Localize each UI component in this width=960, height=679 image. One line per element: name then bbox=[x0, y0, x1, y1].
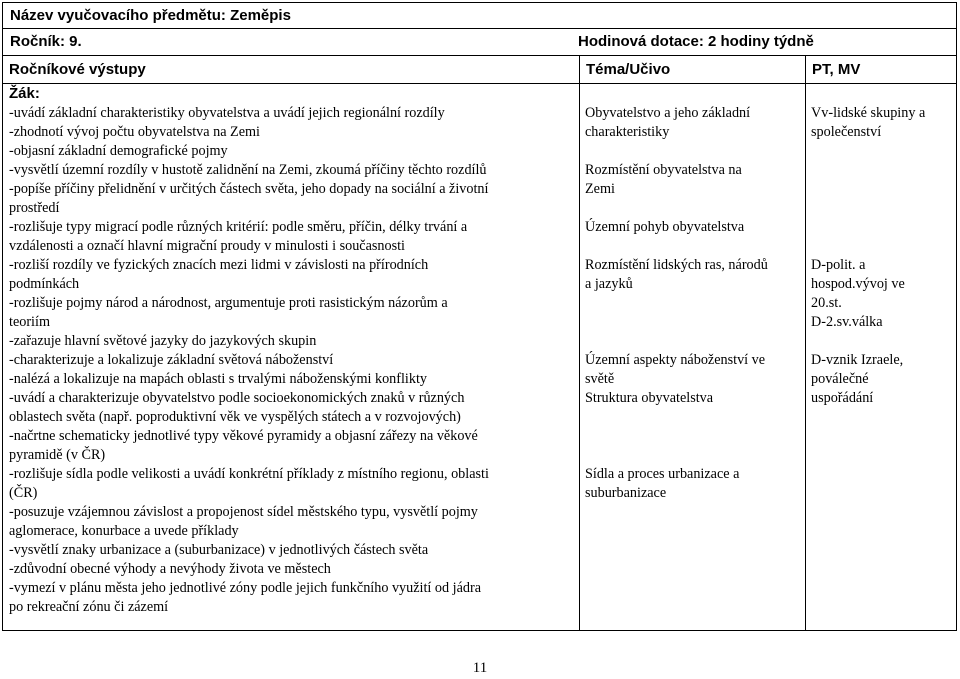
output-line: teoriím bbox=[9, 314, 50, 330]
topic-line bbox=[585, 332, 800, 351]
output-line: prostředí bbox=[9, 200, 60, 216]
topic-line: suburbanizace bbox=[585, 485, 667, 501]
pt-line bbox=[811, 332, 951, 351]
output-line: -zhodnotí vývoj počtu obyvatelstva na Zemi bbox=[9, 124, 260, 140]
output-line: -vysvětlí znaky urbanizace a (suburbanizace) v jednotlivých částech světa bbox=[9, 542, 429, 558]
output-line: -rozlišuje pojmy národ a národnost, argumentuje proti rasistickým názorům a bbox=[9, 295, 448, 311]
output-line: -popíše příčiny přelidnění v určitých částech světa, jeho dopady na sociální a životní bbox=[9, 181, 489, 197]
output-line: -načrtne schematicky jednotlivé typy věkové pyramidy a objasní zářezy na věkové bbox=[9, 428, 478, 444]
output-line: -charakterizuje a lokalizuje základní světová náboženství bbox=[9, 352, 334, 368]
output-line: -zařazuje hlavní světové jazyky do jazykových skupin bbox=[9, 333, 317, 349]
topic-line bbox=[585, 408, 800, 427]
pt-column bbox=[806, 84, 956, 630]
header-topic: Téma/Učivo bbox=[580, 56, 806, 83]
content-row bbox=[3, 84, 956, 630]
pt-list bbox=[811, 104, 951, 408]
pt-line bbox=[811, 199, 951, 218]
topic-line: Územní pohyb obyvatelstva bbox=[585, 219, 745, 235]
topic-line bbox=[585, 199, 800, 218]
pt-line bbox=[811, 218, 951, 237]
outputs-list bbox=[9, 104, 573, 617]
pt-line: 20.st. bbox=[811, 295, 842, 311]
output-line: podmínkách bbox=[9, 276, 80, 292]
output-line: oblastech světa (např. poproduktivní věk ve vyspělých státech a v rozvojových) bbox=[9, 409, 461, 425]
output-line: -rozlišuje typy migrací podle různých kritérií: podle směru, příčin, délky trvání a bbox=[9, 219, 468, 235]
topic-line bbox=[585, 427, 800, 446]
topic-line: Struktura obyvatelstva bbox=[585, 390, 714, 406]
output-line: -objasní základní demografické pojmy bbox=[9, 143, 228, 159]
topic-line bbox=[585, 294, 800, 313]
hours-label: Hodinová dotace: 2 hodiny týdně bbox=[578, 33, 814, 50]
output-line: -uvádí a charakterizuje obyvatelstvo podle socioekonomických znaků v různých bbox=[9, 390, 465, 406]
pt-line: hospod.vývoj ve bbox=[811, 276, 905, 292]
student-label: Žák: bbox=[9, 85, 40, 102]
topic-line bbox=[585, 237, 800, 256]
output-line: pyramidě (v ČR) bbox=[9, 447, 106, 463]
pt-line bbox=[811, 142, 951, 161]
page-number: 11 bbox=[472, 660, 488, 676]
topic-column bbox=[580, 84, 806, 630]
subject-title: Název vyučovacího předmětu: Zeměpis bbox=[3, 3, 956, 29]
topic-line: charakteristiky bbox=[585, 124, 670, 140]
topic-line: Zemi bbox=[585, 181, 615, 197]
output-line: -vymezí v plánu města jeho jednotlivé zóny podle jejich funkčního využití od jádra bbox=[9, 580, 481, 596]
output-line: -zdůvodní obecné výhody a nevýhody života ve městech bbox=[9, 561, 331, 577]
output-line: -vysvětlí územní rozdíly v hustotě zalidnění na Zemi, zkoumá příčiny těchto rozdílů bbox=[9, 162, 487, 178]
output-line: po rekreační zónu či zázemí bbox=[9, 599, 169, 615]
output-line: -nalézá a lokalizuje na mapách oblasti s trvalými náboženskými konflikty bbox=[9, 371, 428, 387]
header-pt: PT, MV bbox=[812, 61, 861, 78]
pt-line: Vv-lidské skupiny a bbox=[811, 105, 926, 121]
output-line: -posuzuje vzájemnou závislost a propojenost sídel městského typu, vysvětlí pojmy bbox=[9, 504, 478, 520]
topic-line: Územní aspekty náboženství ve bbox=[585, 352, 766, 368]
pt-line bbox=[811, 237, 951, 256]
topic-line: světě bbox=[585, 371, 615, 387]
pt-line: uspořádání bbox=[811, 390, 874, 406]
outputs-column bbox=[3, 84, 580, 630]
topic-list bbox=[585, 104, 800, 503]
topic-line bbox=[585, 142, 800, 161]
topic-line: Obyvatelstvo a jeho základní bbox=[585, 105, 751, 121]
pt-line: poválečné bbox=[811, 371, 869, 387]
grade-label: Ročník: 9. bbox=[10, 33, 82, 50]
topic-line: a jazyků bbox=[585, 276, 633, 292]
pt-line: D-polit. a bbox=[811, 257, 866, 273]
topic-line: Rozmístění lidských ras, národů bbox=[585, 257, 768, 273]
output-line: (ČR) bbox=[9, 485, 38, 501]
topic-line: Sídla a proces urbanizace a bbox=[585, 466, 740, 482]
output-line: -uvádí základní charakteristiky obyvatelstva a uvádí jejich regionální rozdíly bbox=[9, 105, 445, 121]
pt-line: D-vznik Izraele, bbox=[811, 352, 904, 368]
grade-row bbox=[3, 29, 956, 56]
header-outputs: Ročníkové výstupy bbox=[3, 56, 580, 83]
pt-line: D-2.sv.válka bbox=[811, 314, 883, 330]
curriculum-table bbox=[2, 2, 957, 631]
output-line: vzdálenosti a označí hlavní migrační proudy v minulosti i současnosti bbox=[9, 238, 405, 254]
column-headers bbox=[3, 56, 956, 84]
output-line: -rozlišuje sídla podle velikosti a uvádí konkrétní příklady z místního regionu, oblasti bbox=[9, 466, 489, 482]
output-line: aglomerace, konurbace a uvede příklady bbox=[9, 523, 239, 539]
topic-line: Rozmístění obyvatelstva na bbox=[585, 162, 742, 178]
pt-line: společenství bbox=[811, 124, 882, 140]
output-line: -rozliší rozdíly ve fyzických znacích mezi lidmi v závislosti na přírodních bbox=[9, 257, 429, 273]
pt-line bbox=[811, 161, 951, 180]
topic-line bbox=[585, 313, 800, 332]
topic-line bbox=[585, 446, 800, 465]
pt-line bbox=[811, 180, 951, 199]
